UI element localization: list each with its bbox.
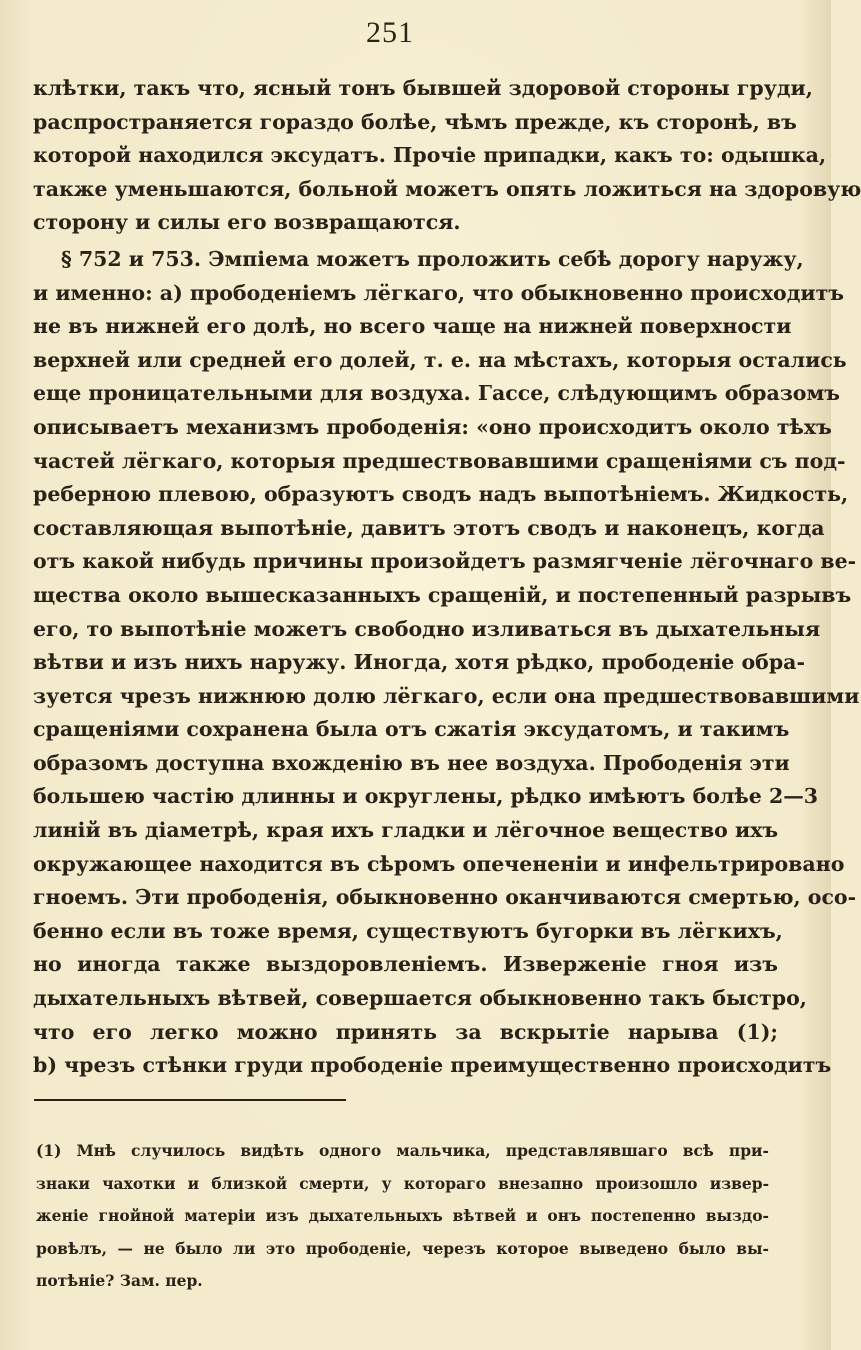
text-line: сращеніями сохранена была отъ сжатія эксудатомъ, и такимъ xyxy=(33,717,790,742)
footnote-line: ровѣлъ, — не было ли это прободеніе, черезъ которое выведено было вы- xyxy=(36,1238,769,1258)
text-line: отъ какой нибудь причины произойдетъ размягченіе лёгочнаго ве- xyxy=(33,549,857,574)
text-line: вѣтви и изъ нихъ наружу. Иногда, хотя рѣдко, прободеніе обра- xyxy=(33,650,805,675)
text-line: также уменьшаются, больной можетъ опять ложиться на здоровую xyxy=(33,176,861,201)
text-line: реберною плевою, образуютъ сводъ надъ выпотѣніемъ. Жидкость, xyxy=(33,482,849,507)
text-line: не въ нижней его долѣ, но всего чаще на нижней поверхности xyxy=(33,314,792,339)
footnote xyxy=(36,1135,769,1298)
text-line: гноемъ. Эти прободенія, обыкновенно оканчиваются смертью, осо- xyxy=(33,885,857,910)
text-line: частей лёгкаго, которыя предшествовавшими сращеніями съ под- xyxy=(33,448,846,473)
footnote-line: женіе гнойной матеріи изъ дыхательныхъ вѣтвей и онъ постепенно выздо- xyxy=(36,1206,769,1225)
text-line: сторону и силы его возвращаются. xyxy=(33,210,461,235)
text-line: что его легко можно принять за вскрытіе нарыва (1); xyxy=(33,1019,778,1044)
text-line: еще проницательными для воздуха. Гассе, слѣдующимъ образомъ xyxy=(33,381,841,406)
footnote-line: знаки чахотки и близкой смерти, у котораго внезапно произошло извер- xyxy=(36,1173,769,1193)
text-line: верхней или средней его долей, т. е. на мѣстахъ, которыя остались xyxy=(33,347,847,372)
section-heading-line: § 752 и 753. Эмпіема можетъ проложить себѣ дорогу наружу, xyxy=(61,246,804,271)
text-line: зуется чрезъ нижнюю долю лёгкаго, если она предшествовавшими xyxy=(33,683,860,708)
text-line: но иногда также выздоровленіемъ. Изверженіе гноя изъ xyxy=(33,952,778,977)
text-line: b) чрезъ стѣнки груди прободеніе преимущественно происходитъ xyxy=(33,1053,832,1078)
text-line: клѣтки, такъ что, ясный тонъ бывшей здоровой стороны груди, xyxy=(33,76,813,100)
page-number: 251 xyxy=(366,16,414,49)
main-text xyxy=(33,72,861,1083)
text-line: распространяется гораздо болѣе, чѣмъ прежде, къ сторонѣ, въ xyxy=(33,109,797,134)
text-line: дыхательныхъ вѣтвей, совершается обыкновенно такъ быстро, xyxy=(33,986,807,1011)
text-line: бенно если въ тоже время, существуютъ бугорки въ лёгкихъ, xyxy=(33,918,783,943)
text-line: линій въ діаметрѣ, края ихъ гладки и лёгочное вещество ихъ xyxy=(33,818,779,843)
footnote-line: потѣніе? Зам. пер. xyxy=(36,1271,203,1290)
text-line: его, то выпотѣніе можетъ свободно изливаться въ дыхательныя xyxy=(33,616,821,641)
footnote-divider xyxy=(34,1099,346,1101)
text-line: окружающее находится въ сѣромъ опечененіи и инфельтрировано xyxy=(33,851,845,876)
text-line: которой находился эксудатъ. Прочіе припадки, какъ то: одышка, xyxy=(33,143,827,168)
text-line: описываетъ механизмъ прободенія: «оно происходитъ около тѣхъ xyxy=(33,414,832,439)
text-line: щества около вышесказанныхъ сращеній, и постепенный разрывъ xyxy=(33,582,852,607)
text-line: и именно: a) прободеніемъ лёгкаго, что обыкновенно происходитъ xyxy=(33,280,845,305)
text-line: образомъ доступна вхожденію въ нее воздуха. Прободенія эти xyxy=(33,750,790,775)
text-line: составляющая выпотѣніе, давитъ этотъ сводъ и наконецъ, когда xyxy=(33,515,825,540)
text-line: большею частію длинны и округлены, рѣдко имѣютъ болѣе 2—3 xyxy=(33,784,819,809)
footnote-line: (1) Мнѣ случилось видѣть одного мальчика, представлявшаго всѣ при- xyxy=(36,1141,769,1160)
